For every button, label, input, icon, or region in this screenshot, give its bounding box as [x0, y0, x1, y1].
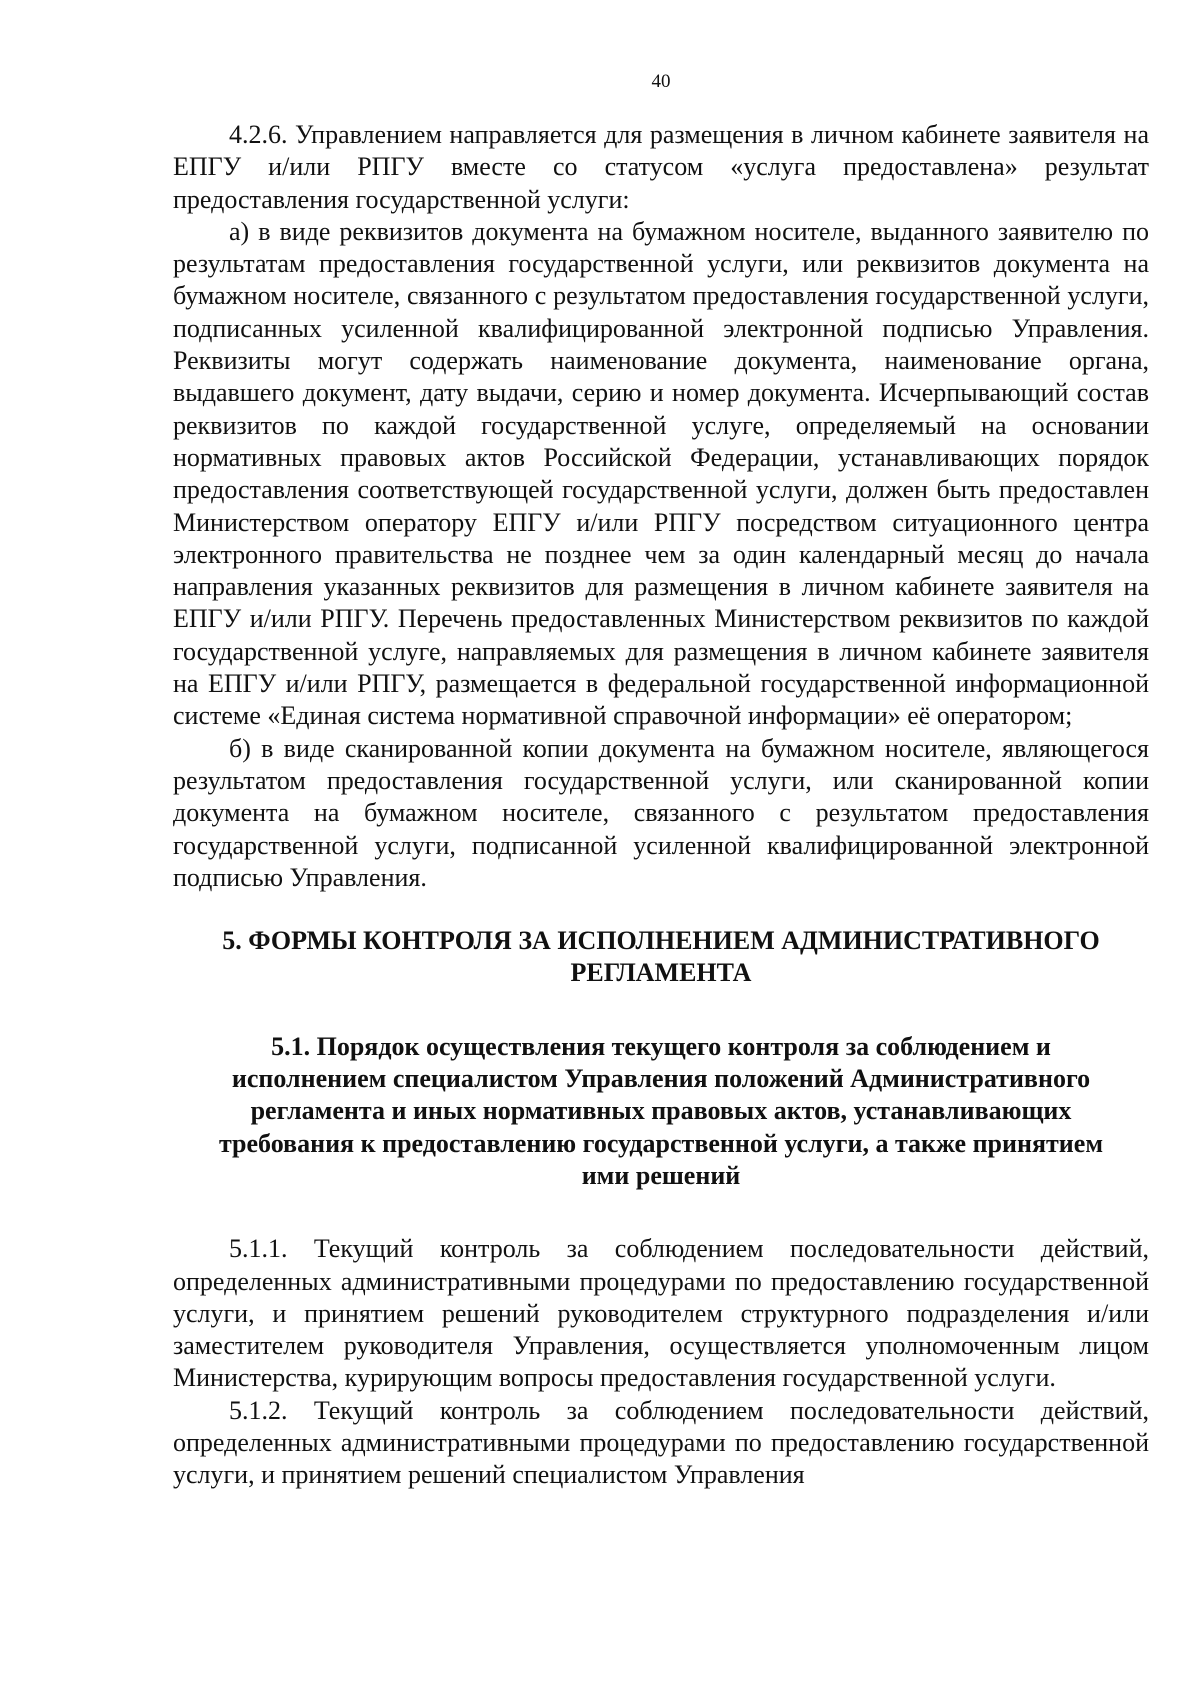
section-heading-line: РЕГЛАМЕНТА [570, 958, 752, 988]
subsection-heading-line: исполнением специалистом Управления положений Административного [231, 1064, 1091, 1094]
page-number: 40 [651, 71, 671, 92]
paragraph-5-1-2: 5.1.2. Текущий контроль за соблюдением последовательности действий, определенных административными процедурами по предоставлению государственной услуги, и принятием решений специалистом Управления [173, 1395, 1149, 1490]
section-heading [173, 925, 1149, 990]
section-heading-line: 5. ФОРМЫ КОНТРОЛЯ ЗА ИСПОЛНЕНИЕМ АДМИНИСТРАТИВНОГО [222, 926, 1100, 956]
subsection-heading-line: ими решений [581, 1160, 741, 1190]
subsection-heading-line: требования к предоставлению государственной услуги, а также принятием [218, 1128, 1104, 1158]
document-page [173, 70, 1149, 1492]
subsection-heading [173, 1031, 1149, 1192]
paragraph-4-2-6: 4.2.6. Управлением направляется для размещения в личном кабинете заявителя на ЕПГУ и/или РПГУ вместе со статусом «услуга предоставлена» результат предоставления государственной услуги: [173, 120, 1149, 214]
paragraph-5-1-1: 5.1.1. Текущий контроль за соблюдением последовательности действий, определенных административными процедурами по предоставлению государственной услуги, и принятием решений руководителем структурного подразделения и/или заместителем руководителя Управления, осуществляется уполномоченным лицом Министерства, курирующим вопросы предоставления государственной услуги. [173, 1234, 1149, 1393]
subsection-heading-line: 5.1. Порядок осуществления текущего контроля за соблюдением и [271, 1031, 1051, 1061]
paragraph-item-b: б) в виде сканированной копии документа на бумажном носителе, являющегося результатом предоставления государственной услуги, или сканированной копии документа на бумажном носителе, связанного с результатом предоставления государственной услуги, подписанной усиленной квалифицированной электронной подписью Управления. [173, 733, 1149, 892]
paragraph-item-a: а) в виде реквизитов документа на бумажном носителе, выданного заявителю по результатам предоставления государственной услуги, или реквизитов документа на бумажном носителе, связанного с результатом предоставления государственной услуги, подписанных усиленной квалифицированной электронной подписью Управления. Реквизиты могут содержать наименование документа, наименование органа, выдавшего документ, дату выдачи, серию и номер документа. Исчерпывающий состав реквизитов по каждой государственной услуге, определяемый на основании нормативных правовых актов Российской Федерации, устанавливающих порядок предоставления соответствующей государственной услуги, должен быть предоставлен Министерством оператору ЕПГУ и/или РПГУ посредством ситуационного центра электронного правительства не позднее чем за один календарный месяц до начала направления указанных реквизитов для размещения в личном кабинете заявителя на ЕПГУ и/или РПГУ. Перечень предоставленных Министерством реквизитов по каждой государственной услуге, направляемых для размещения в личном кабинете заявителя на ЕПГУ и/или РПГУ, размещается в федеральной государственной информационной системе «Единая система нормативной справочной информации» её оператором; [173, 216, 1149, 731]
subsection-heading-line: регламента и иных нормативных правовых актов, устанавливающих [250, 1096, 1072, 1126]
